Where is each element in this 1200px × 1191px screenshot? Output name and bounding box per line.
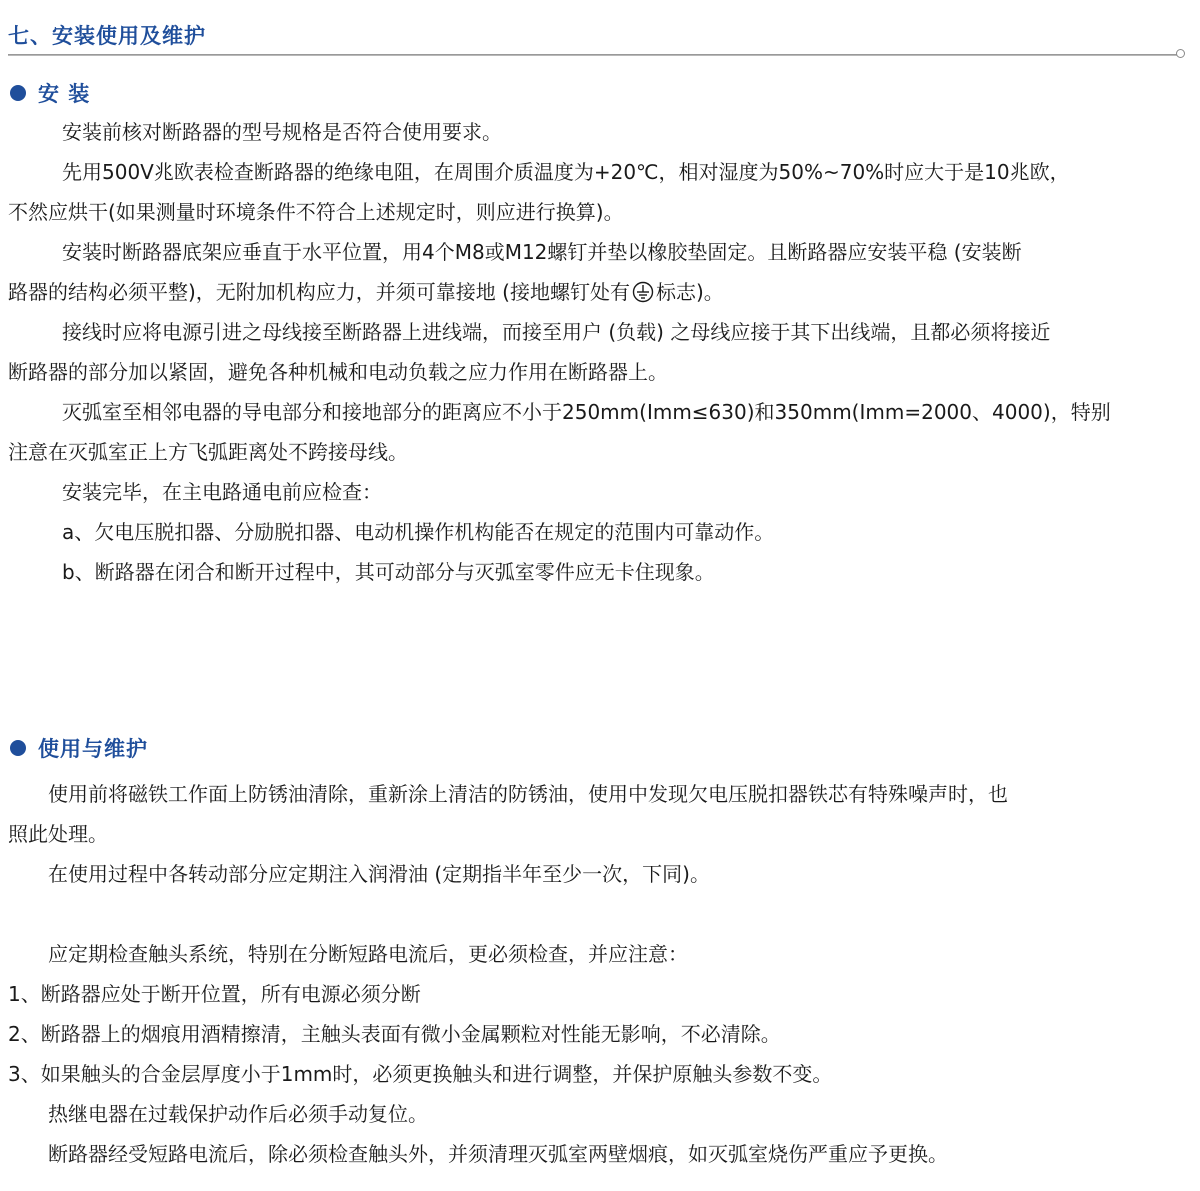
install-line-8: 灭弧室至相邻电器的导电部分和接地部分的距离应不小于250mm(Imm≤630)和350mm(Imm=2000、4000)，特别: [62, 400, 1111, 424]
install-line-5-tail: 标志)。: [655, 280, 724, 304]
subheading-install-label: 安 装: [38, 82, 91, 106]
maintenance-line-1: 使用前将磁铁工作面上防锈油清除，重新涂上清洁的防锈油，使用中发现欠电压脱扣器铁芯有特殊噪声时，也: [48, 782, 1008, 806]
install-line-7: 断路器的部分加以紧固，避免各种机械和电动负载之应力作用在断路器上。: [8, 360, 668, 384]
header-divider: [8, 54, 1178, 56]
subheading-install: [10, 78, 90, 108]
install-line-1: 安装前核对断路器的型号规格是否符合使用要求。: [62, 120, 502, 144]
install-line-5-text: 路器的结构必须平整)，无附加机构应力，并须可靠接地 (接地螺钉处有: [8, 280, 630, 304]
install-line-9: 注意在灭弧室正上方飞弧距离处不跨接母线。: [8, 440, 408, 464]
maintenance-list-item-1: 1、断路器应处于断开位置，所有电源必须分断: [8, 982, 421, 1006]
maintenance-line-4: 应定期检查触头系统，特别在分断短路电流后，更必须检查，并应注意：: [48, 942, 688, 966]
install-line-6: 接线时应将电源引进之母线接至断路器上进线端，而接至用户 (负载) 之母线应接于其下出线端，且都必须将接近: [62, 320, 1051, 344]
maintenance-list-item-2: 2、断路器上的烟痕用酒精擦清，主触头表面有微小金属颗粒对性能无影响，不必清除。: [8, 1022, 781, 1046]
circle-end-icon: [1176, 49, 1185, 58]
maintenance-line-5: 热继电器在过载保护动作后必须手动复位。: [48, 1102, 428, 1126]
filled-circle-icon: [10, 740, 26, 756]
install-line-3: 不然应烘干(如果测量时环境条件不符合上述规定时，则应进行换算)。: [8, 200, 624, 224]
install-line-11: a、欠电压脱扣器、分励脱扣器、电动机操作机构能否在规定的范围内可靠动作。: [62, 520, 775, 544]
subheading-maintenance-label: 使用与维护: [38, 737, 148, 761]
install-line-5: [8, 278, 724, 306]
install-line-10: 安装完毕，在主电路通电前应检查：: [62, 480, 382, 504]
section-title: 七、安装使用及维护: [8, 24, 206, 48]
maintenance-line-6: 断路器经受短路电流后，除必须检查触头外，并须清理灭弧室两壁烟痕，如灭弧室烧伤严重应予更换。: [48, 1142, 948, 1166]
ground-symbol-icon: [632, 281, 654, 303]
install-line-4: 安装时断路器底架应垂直于水平位置，用4个M8或M12螺钉并垫以橡胶垫固定。且断路器应安装平稳 (安装断: [62, 240, 1022, 264]
section-header: [8, 18, 1192, 62]
install-line-12: b、断路器在闭合和断开过程中，其可动部分与灭弧室零件应无卡住现象。: [62, 560, 715, 584]
maintenance-line-2: 照此处理。: [8, 822, 108, 846]
install-line-2: 先用500V兆欧表检查断路器的绝缘电阻，在周围介质温度为+20℃，相对湿度为50%~70%时应大于是10兆欧，: [62, 160, 1070, 184]
maintenance-line-3: 在使用过程中各转动部分应定期注入润滑油 (定期指半年至少一次，下同)。: [48, 862, 710, 886]
subheading-maintenance: [10, 733, 148, 763]
filled-circle-icon: [10, 85, 26, 101]
maintenance-list-item-3: 3、如果触头的合金层厚度小于1mm时，必须更换触头和进行调整，并保护原触头参数不变。: [8, 1062, 833, 1086]
